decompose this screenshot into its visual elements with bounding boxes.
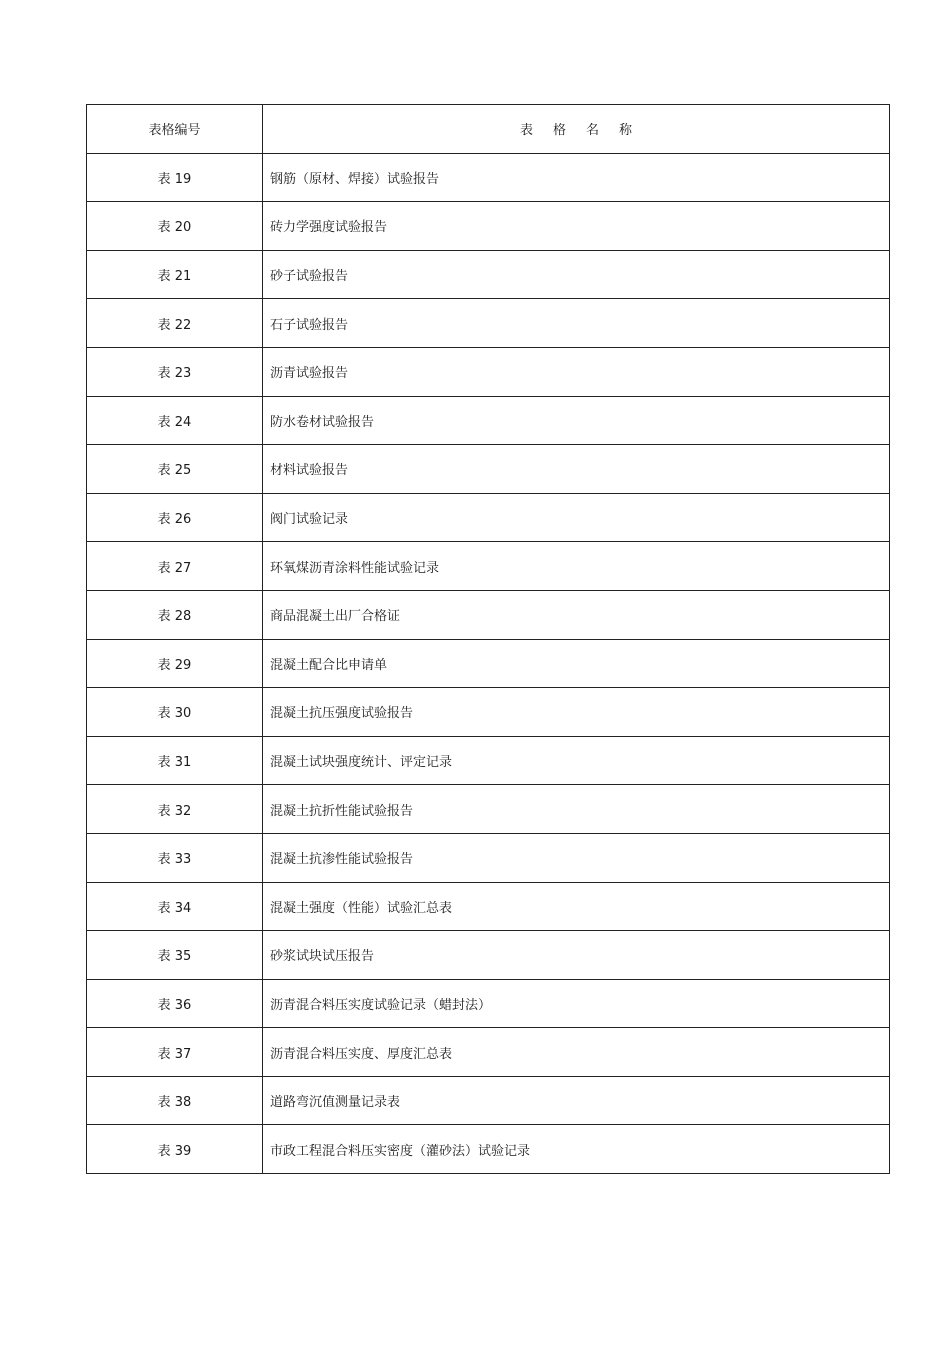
form-number-cell: 表 29	[87, 639, 263, 688]
form-name-cell: 混凝土抗折性能试验报告	[263, 785, 890, 834]
form-number-cell: 表 34	[87, 882, 263, 931]
table-row	[87, 979, 890, 1028]
form-index-table	[86, 104, 890, 1174]
form-number-cell: 表 32	[87, 785, 263, 834]
form-number-cell: 表 31	[87, 736, 263, 785]
form-name-cell: 混凝土试块强度统计、评定记录	[263, 736, 890, 785]
form-name-cell: 砂浆试块试压报告	[263, 931, 890, 980]
form-number-cell: 表 30	[87, 688, 263, 737]
form-number-cell: 表 33	[87, 833, 263, 882]
table-row	[87, 153, 890, 202]
form-name-cell: 道路弯沉值测量记录表	[263, 1076, 890, 1125]
form-name-cell: 防水卷材试验报告	[263, 396, 890, 445]
form-name-cell: 钢筋（原材、焊接）试验报告	[263, 153, 890, 202]
table-row	[87, 347, 890, 396]
form-name-cell: 材料试验报告	[263, 445, 890, 494]
table-header-row	[87, 105, 890, 154]
form-number-cell: 表 19	[87, 153, 263, 202]
form-name-cell: 石子试验报告	[263, 299, 890, 348]
form-name-cell: 沥青试验报告	[263, 347, 890, 396]
table-row	[87, 299, 890, 348]
form-number-cell: 表 36	[87, 979, 263, 1028]
form-name-cell: 混凝土抗压强度试验报告	[263, 688, 890, 737]
table-row	[87, 590, 890, 639]
form-name-cell: 混凝土强度（性能）试验汇总表	[263, 882, 890, 931]
form-number-cell: 表 23	[87, 347, 263, 396]
table-row	[87, 396, 890, 445]
table-body	[87, 153, 890, 1173]
form-number-cell: 表 28	[87, 590, 263, 639]
form-name-cell: 混凝土配合比申请单	[263, 639, 890, 688]
table-row	[87, 785, 890, 834]
form-name-cell: 商品混凝土出厂合格证	[263, 590, 890, 639]
form-name-cell: 市政工程混合料压实密度（灌砂法）试验记录	[263, 1125, 890, 1174]
table-row	[87, 202, 890, 251]
form-number-cell: 表 39	[87, 1125, 263, 1174]
form-number-cell: 表 25	[87, 445, 263, 494]
form-number-cell: 表 22	[87, 299, 263, 348]
form-name-cell: 沥青混合料压实度试验记录（蜡封法）	[263, 979, 890, 1028]
table-row	[87, 250, 890, 299]
form-name-cell: 砖力学强度试验报告	[263, 202, 890, 251]
table-row	[87, 931, 890, 980]
table-row	[87, 1125, 890, 1174]
form-number-cell: 表 24	[87, 396, 263, 445]
table-row	[87, 1028, 890, 1077]
form-number-cell: 表 27	[87, 542, 263, 591]
table-row	[87, 833, 890, 882]
form-name-cell: 阀门试验记录	[263, 493, 890, 542]
table-row	[87, 882, 890, 931]
form-name-cell: 环氧煤沥青涂料性能试验记录	[263, 542, 890, 591]
table-row	[87, 445, 890, 494]
table-row	[87, 493, 890, 542]
form-number-cell: 表 37	[87, 1028, 263, 1077]
header-form-name: 表格名称	[263, 105, 890, 154]
form-number-cell: 表 21	[87, 250, 263, 299]
form-number-cell: 表 20	[87, 202, 263, 251]
table-row	[87, 639, 890, 688]
form-number-cell: 表 26	[87, 493, 263, 542]
form-number-cell: 表 38	[87, 1076, 263, 1125]
form-name-cell: 砂子试验报告	[263, 250, 890, 299]
table-row	[87, 688, 890, 737]
table-row	[87, 1076, 890, 1125]
form-number-cell: 表 35	[87, 931, 263, 980]
header-form-number: 表格编号	[87, 105, 263, 154]
form-name-cell: 混凝土抗渗性能试验报告	[263, 833, 890, 882]
table-row	[87, 542, 890, 591]
table-row	[87, 736, 890, 785]
form-name-cell: 沥青混合料压实度、厚度汇总表	[263, 1028, 890, 1077]
